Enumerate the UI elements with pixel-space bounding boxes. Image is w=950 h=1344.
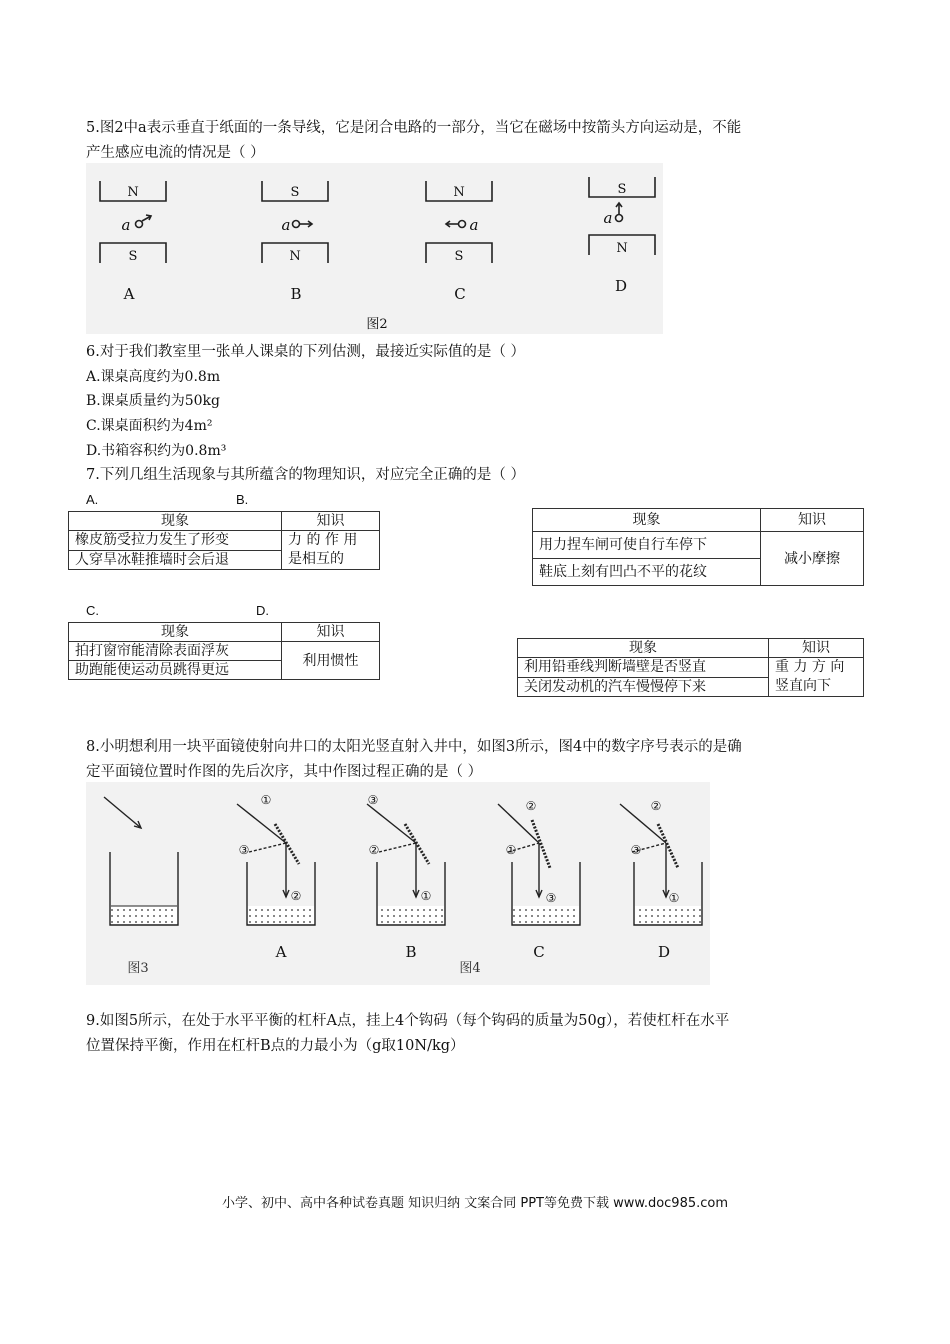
fig4-caption: 图4 (459, 961, 481, 976)
table-d-header-phenomenon: 现象 (518, 639, 769, 658)
panel-label-c: C (454, 285, 466, 303)
table-a-header-knowledge: 知识 (282, 512, 380, 531)
q7-label-d: D. (256, 603, 269, 618)
table-b-header-phenomenon: 现象 (533, 509, 761, 532)
table-c-knowledge: 利用惯性 (282, 642, 380, 680)
wire-a (136, 221, 143, 228)
q6-option-c: C.课桌面积约为4m² (86, 418, 213, 434)
q7-label-b: B. (236, 492, 249, 507)
q6-option-d: D.书箱容积约为0.8m³ (86, 443, 227, 459)
fig4-a-num-left: ③ (238, 843, 250, 857)
table-a-row-2: 人穿旱冰鞋推墙时会后退 (69, 550, 282, 570)
fig4-label-b: B (405, 943, 417, 961)
figure-2-svg (86, 163, 663, 334)
fig4-d-num-left: ③ (630, 843, 642, 857)
q8-stem-line1: 8.小明想利用一块平面镜使射向井口的太阳光竖直射入井中，如图3所示，图4中的数字序号表示的是确 (86, 739, 742, 755)
table-c-header-knowledge: 知识 (282, 623, 380, 642)
fig4-label-d: D (657, 943, 671, 961)
table-c-row-1: 拍打窗帘能清除表面浮灰 (69, 642, 282, 661)
fig3-water (111, 906, 177, 924)
q7-table-c (68, 622, 380, 680)
q9-stem-line1: 9.如图5所示，在处于水平平衡的杠杆A点，挂上4个钩码（每个钩码的质量为50g），若使杠杆在水平 (86, 1013, 730, 1029)
table-a-row-1: 橡皮筋受拉力发生了形变 (69, 531, 282, 551)
figure-2-magnets (86, 163, 663, 334)
pole-bottom-c: S (454, 249, 464, 264)
fig4-b-num-top: ③ (367, 793, 379, 807)
fig4-a-num-top: ① (260, 793, 272, 807)
fig4-label-c: C (533, 943, 545, 961)
fig4-label-a: A (275, 943, 287, 961)
table-a-header-phenomenon: 现象 (69, 512, 282, 531)
fig4-a-num-bottom: ② (290, 889, 302, 903)
q6-stem: 6.对于我们教室里一张单人课桌的下列估测，最接近实际值的是（ ） (86, 344, 525, 360)
figure-3-4-mirrors (86, 782, 710, 985)
pole-bottom-a: S (128, 249, 138, 264)
q7-label-c: C. (86, 603, 99, 618)
q7-table-a (68, 511, 380, 570)
figure-3-4-svg (86, 782, 710, 985)
fig4-d-num-top: ② (650, 799, 662, 813)
fig4-b-num-left: ② (368, 843, 380, 857)
table-b-header-knowledge: 知识 (761, 509, 864, 532)
panel-label-a: A (123, 285, 135, 303)
q7-stem: 7.下列几组生活现象与其所蕴含的物理知识，对应完全正确的是（ ） (86, 467, 525, 483)
pole-top-c: N (453, 185, 465, 200)
panel-label-b: B (290, 285, 302, 303)
pole-top-d: S (617, 182, 627, 197)
wire-c (459, 221, 466, 228)
table-d-header-knowledge: 知识 (769, 639, 864, 658)
q7-table-b (532, 508, 864, 586)
table-b-row-1: 用力捏车闸可使自行车停下 (533, 532, 761, 559)
table-c-header-phenomenon: 现象 (69, 623, 282, 642)
q7-label-a: A. (86, 492, 99, 507)
table-a-knowledge-line1: 力 的 作 用 (288, 532, 358, 548)
q6-option-b: B.课桌质量约为50kg (86, 393, 220, 409)
wire-d (616, 215, 623, 222)
pole-top-a: N (127, 185, 139, 200)
q7-table-d (517, 638, 864, 697)
fig4-c-num-top: ② (525, 799, 537, 813)
wire-label-c: a (469, 216, 479, 234)
fig4-d-num-bottom: ① (668, 891, 680, 905)
table-d-row-1: 利用铅垂线判断墙壁是否竖直 (518, 658, 769, 678)
table-d-row-2: 关闭发动机的汽车慢慢停下来 (518, 677, 769, 697)
fig4-b-num-bottom: ① (420, 889, 432, 903)
table-a-knowledge-line2: 是相互的 (288, 551, 344, 567)
table-d-knowledge-line2: 竖直向下 (775, 678, 831, 694)
wire-b (293, 221, 300, 228)
table-b-knowledge: 减小摩擦 (761, 532, 864, 586)
fig3-incident-ray (104, 797, 141, 828)
pole-bottom-d: N (616, 241, 628, 256)
fig4-c-num-bottom: ③ (545, 891, 557, 905)
page-footer: 小学、初中、高中各种试卷真题 知识归纳 文案合同 PPT等免费下载 www.doc985.com (221, 1196, 729, 1211)
table-d-knowledge (769, 658, 864, 697)
fig4-c-num-left: ① (505, 843, 517, 857)
table-a-knowledge (282, 531, 380, 570)
q8-stem-line2: 定平面镜位置时作图的先后次序，其中作图过程正确的是（ ） (86, 764, 483, 780)
panel-label-d: D (614, 277, 628, 295)
table-d-knowledge-line1: 重 力 方 向 (775, 659, 845, 675)
pole-top-b: S (290, 185, 300, 200)
q5-stem-line1: 5.图2中a表示垂直于纸面的一条导线，它是闭合电路的一部分，当它在磁场中按箭头方向运动是，不能 (86, 120, 742, 136)
fig3-caption: 图3 (127, 961, 149, 976)
wire-label-a: a (121, 216, 131, 234)
table-c-row-2: 助跑能使运动员跳得更远 (69, 661, 282, 680)
wire-label-d: a (603, 209, 613, 227)
q9-stem-line2: 位置保持平衡，作用在杠杆B点的力最小为（g取10N/kg） (86, 1038, 465, 1054)
table-b-row-2: 鞋底上刻有凹凸不平的花纹 (533, 559, 761, 586)
q6-option-a: A.课桌高度约为0.8m (86, 369, 221, 385)
figure-2-caption: 图2 (366, 317, 388, 332)
q5-stem-line2: 产生感应电流的情况是（ ） (86, 145, 265, 161)
pole-bottom-b: N (289, 249, 301, 264)
wire-label-b: a (281, 216, 291, 234)
